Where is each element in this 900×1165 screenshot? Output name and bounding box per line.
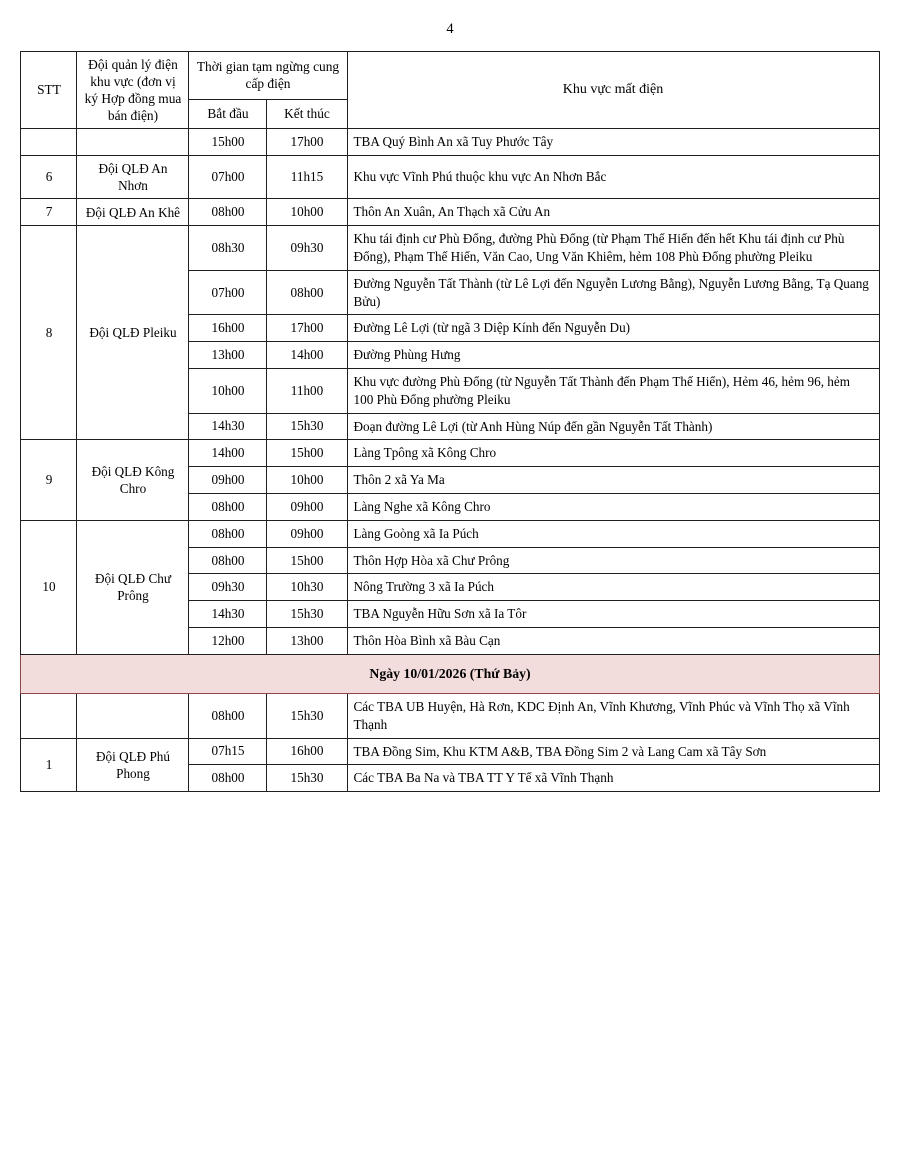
cell-stt: 10	[21, 520, 77, 654]
cell-start-time: 08h00	[189, 693, 267, 738]
cell-affected-area: Khu vực Vĩnh Phú thuộc khu vực An Nhơn Bắc	[347, 155, 879, 198]
cell-team-name: Đội QLĐ Pleiku	[77, 226, 189, 440]
header-team: Đội quản lý điện khu vực (đơn vị ký Hợp đồng mua bán điện)	[77, 51, 189, 129]
cell-affected-area: Đường Phùng Hưng	[347, 342, 879, 369]
cell-team-name	[77, 693, 189, 738]
header-area: Khu vực mất điện	[347, 51, 879, 129]
cell-end-time: 08h00	[267, 270, 347, 315]
cell-end-time: 13h00	[267, 628, 347, 655]
cell-team-name: Đội QLĐ An Nhơn	[77, 155, 189, 198]
cell-affected-area: Thôn Hợp Hòa xã Chư Prông	[347, 547, 879, 574]
cell-start-time: 09h30	[189, 574, 267, 601]
cell-end-time: 11h15	[267, 155, 347, 198]
cell-affected-area: Khu vực đường Phù Đổng (từ Nguyễn Tất Thành đến Phạm Thế Hiển), Hẻm 46, hẻm 96, hẻm 100 Phù Đổng phường Pleiku	[347, 368, 879, 413]
cell-affected-area: TBA Quý Bình An xã Tuy Phước Tây	[347, 129, 879, 156]
cell-affected-area: Đường Lê Lợi (từ ngã 3 Diệp Kính đến Nguyễn Du)	[347, 315, 879, 342]
cell-end-time: 15h30	[267, 693, 347, 738]
cell-end-time: 10h00	[267, 199, 347, 226]
cell-stt	[21, 129, 77, 156]
cell-start-time: 16h00	[189, 315, 267, 342]
cell-end-time: 14h00	[267, 342, 347, 369]
cell-team-name: Đội QLĐ Phú Phong	[77, 738, 189, 792]
cell-end-time: 09h30	[267, 226, 347, 271]
cell-affected-area: Thôn An Xuân, An Thạch xã Cửu An	[347, 199, 879, 226]
cell-stt: 6	[21, 155, 77, 198]
cell-affected-area: Thôn 2 xã Ya Ma	[347, 467, 879, 494]
cell-affected-area: TBA Đồng Sim, Khu KTM A&B, TBA Đồng Sim 2 và Lang Cam xã Tây Sơn	[347, 738, 879, 765]
cell-start-time: 14h00	[189, 440, 267, 467]
cell-end-time: 15h30	[267, 765, 347, 792]
cell-start-time: 13h00	[189, 342, 267, 369]
table-row	[21, 199, 879, 226]
table-row	[21, 226, 879, 271]
cell-end-time: 15h30	[267, 413, 347, 440]
date-section-label: Ngày 10/01/2026 (Thứ Bảy)	[21, 654, 879, 693]
cell-affected-area: Các TBA Ba Na và TBA TT Y Tế xã Vĩnh Thạnh	[347, 765, 879, 792]
header-start-time: Bắt đầu	[189, 99, 267, 128]
table-row	[21, 129, 879, 156]
cell-start-time: 07h00	[189, 270, 267, 315]
cell-affected-area: Thôn Hòa Bình xã Bàu Cạn	[347, 628, 879, 655]
table-row	[21, 693, 879, 738]
cell-start-time: 07h00	[189, 155, 267, 198]
cell-stt: 7	[21, 199, 77, 226]
header-end-time: Kết thúc	[267, 99, 347, 128]
header-stt: STT	[21, 51, 77, 129]
table-row	[21, 520, 879, 547]
date-section-row	[21, 654, 879, 693]
cell-start-time: 08h00	[189, 765, 267, 792]
header-row-1	[21, 51, 879, 99]
cell-end-time: 11h00	[267, 368, 347, 413]
table-row	[21, 155, 879, 198]
cell-team-name	[77, 129, 189, 156]
cell-stt: 9	[21, 440, 77, 520]
cell-stt: 1	[21, 738, 77, 792]
cell-end-time: 10h30	[267, 574, 347, 601]
cell-end-time: 15h00	[267, 440, 347, 467]
table-row	[21, 440, 879, 467]
cell-stt	[21, 693, 77, 738]
cell-end-time: 09h00	[267, 494, 347, 521]
cell-start-time: 08h00	[189, 199, 267, 226]
cell-end-time: 17h00	[267, 129, 347, 156]
cell-start-time: 14h30	[189, 413, 267, 440]
cell-affected-area: Đoạn đường Lê Lợi (từ Anh Hùng Núp đến gần Nguyễn Tất Thành)	[347, 413, 879, 440]
cell-end-time: 16h00	[267, 738, 347, 765]
cell-start-time: 08h30	[189, 226, 267, 271]
cell-stt: 8	[21, 226, 77, 440]
cell-start-time: 10h00	[189, 368, 267, 413]
cell-team-name: Đội QLĐ Kông Chro	[77, 440, 189, 520]
cell-end-time: 09h00	[267, 520, 347, 547]
power-outage-schedule-table	[20, 51, 879, 793]
table-row	[21, 738, 879, 765]
table-body	[21, 129, 879, 792]
cell-end-time: 10h00	[267, 467, 347, 494]
table-header	[21, 51, 879, 129]
page-number: 4	[446, 21, 454, 37]
header-period: Thời gian tạm ngừng cung cấp điện	[189, 51, 347, 99]
cell-affected-area: Khu tái định cư Phù Đổng, đường Phù Đổng (từ Phạm Thế Hiển đến hết Khu tái định cư Phù Đổng), Phạm Thế Hiển, Văn Cao, Ung Văn Khiêm, hẻm 108 Phù Đổng phường Pleiku	[347, 226, 879, 271]
cell-start-time: 08h00	[189, 547, 267, 574]
cell-start-time: 14h30	[189, 601, 267, 628]
cell-affected-area: Nông Trường 3 xã Ia Púch	[347, 574, 879, 601]
cell-end-time: 15h30	[267, 601, 347, 628]
cell-affected-area: Đường Nguyễn Tất Thành (từ Lê Lợi đến Nguyễn Lương Bằng), Nguyễn Lương Bằng, Tạ Quang Bửu)	[347, 270, 879, 315]
cell-affected-area: Làng Tpông xã Kông Chro	[347, 440, 879, 467]
cell-affected-area: TBA Nguyễn Hữu Sơn xã Ia Tôr	[347, 601, 879, 628]
cell-end-time: 15h00	[267, 547, 347, 574]
cell-affected-area: Làng Goòng xã Ia Púch	[347, 520, 879, 547]
cell-start-time: 08h00	[189, 494, 267, 521]
cell-start-time: 15h00	[189, 129, 267, 156]
cell-affected-area: Làng Nghe xã Kông Chro	[347, 494, 879, 521]
cell-start-time: 12h00	[189, 628, 267, 655]
cell-end-time: 17h00	[267, 315, 347, 342]
cell-affected-area: Các TBA UB Huyện, Hà Rơn, KDC Định An, Vĩnh Khương, Vĩnh Phúc và Vĩnh Thọ xã Vĩnh Thạnh	[347, 693, 879, 738]
cell-start-time: 09h00	[189, 467, 267, 494]
cell-team-name: Đội QLĐ An Khê	[77, 199, 189, 226]
cell-start-time: 07h15	[189, 738, 267, 765]
cell-start-time: 08h00	[189, 520, 267, 547]
cell-team-name: Đội QLĐ Chư Prông	[77, 520, 189, 654]
